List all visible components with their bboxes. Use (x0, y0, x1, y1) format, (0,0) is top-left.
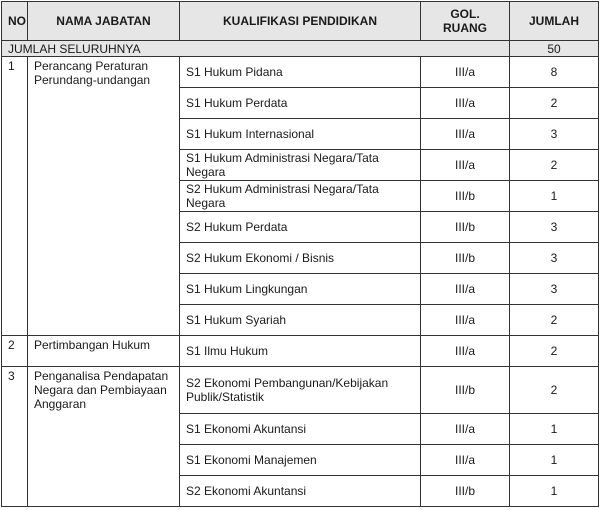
table-row (2, 367, 599, 414)
header-kualifikasi: KUALIFIKASI PENDIDIKAN (180, 2, 421, 41)
header-jumlah: JUMLAH (510, 2, 599, 41)
cell-gol: III/a (421, 119, 510, 150)
cell-gol: III/a (421, 88, 510, 119)
cell-gol: III/a (421, 414, 510, 445)
total-row (2, 41, 599, 57)
cell-kualifikasi: S2 Hukum Ekonomi / Bisnis (180, 243, 421, 274)
cell-jumlah: 2 (510, 150, 599, 181)
cell-jumlah: 2 (510, 88, 599, 119)
header-row (2, 2, 599, 41)
cell-jumlah: 2 (510, 305, 599, 336)
cell-gol: III/a (421, 445, 510, 476)
cell-jumlah: 8 (510, 57, 599, 88)
cell-jumlah: 1 (510, 414, 599, 445)
cell-kualifikasi: S1 Hukum Perdata (180, 88, 421, 119)
header-gol-ruang (421, 2, 510, 41)
cell-gol: III/a (421, 305, 510, 336)
cell-kualifikasi: S1 Ilmu Hukum (180, 336, 421, 367)
cell-jumlah: 2 (510, 336, 599, 367)
table-row (2, 57, 599, 88)
header-nama-jabatan: NAMA JABATAN (28, 2, 180, 41)
cell-gol: III/b (421, 181, 510, 212)
group-nama-jabatan: Perancang Peraturan Perundang-undangan (28, 57, 180, 336)
header-gol-line2: RUANG (443, 21, 487, 35)
cell-jumlah: 3 (510, 243, 599, 274)
cell-jumlah: 1 (510, 445, 599, 476)
cell-kualifikasi: S1 Hukum Lingkungan (180, 274, 421, 305)
cell-gol: III/b (421, 243, 510, 274)
cell-kualifikasi: S1 Hukum Pidana (180, 57, 421, 88)
cell-jumlah: 3 (510, 119, 599, 150)
formation-table (1, 1, 599, 507)
cell-gol: III/b (421, 367, 510, 414)
table-row (2, 336, 599, 367)
cell-jumlah: 3 (510, 212, 599, 243)
cell-kualifikasi: S1 Hukum Administrasi Negara/Tata Negara (180, 150, 421, 181)
cell-kualifikasi: S1 Ekonomi Manajemen (180, 445, 421, 476)
cell-kualifikasi: S2 Hukum Perdata (180, 212, 421, 243)
header-no: NO (2, 2, 28, 41)
cell-kualifikasi: S1 Ekonomi Akuntansi (180, 414, 421, 445)
group-no: 1 (2, 57, 28, 336)
group-nama-jabatan: Penganalisa Pendapatan Negara dan Pembiayaan Anggaran (28, 367, 180, 507)
cell-gol: III/b (421, 212, 510, 243)
header-gol-line1: GOL. (450, 7, 480, 21)
cell-kualifikasi: S2 Hukum Administrasi Negara/Tata Negara (180, 181, 421, 212)
cell-gol: III/a (421, 57, 510, 88)
cell-kualifikasi: S1 Hukum Syariah (180, 305, 421, 336)
cell-gol: III/b (421, 476, 510, 507)
group-no: 3 (2, 367, 28, 507)
group-nama-jabatan: Pertimbangan Hukum (28, 336, 180, 367)
cell-kualifikasi: S1 Hukum Internasional (180, 119, 421, 150)
cell-jumlah: 2 (510, 367, 599, 414)
cell-gol: III/a (421, 336, 510, 367)
cell-gol: III/a (421, 150, 510, 181)
total-label: JUMLAH SELURUHNYA (2, 41, 510, 57)
total-value: 50 (510, 41, 599, 57)
group-no: 2 (2, 336, 28, 367)
cell-kualifikasi: S2 Ekonomi Pembangunan/Kebijakan Publik/Statistik (180, 367, 421, 414)
cell-gol: III/a (421, 274, 510, 305)
cell-jumlah: 1 (510, 181, 599, 212)
cell-kualifikasi: S2 Ekonomi Akuntansi (180, 476, 421, 507)
cell-jumlah: 1 (510, 476, 599, 507)
cell-jumlah: 3 (510, 274, 599, 305)
